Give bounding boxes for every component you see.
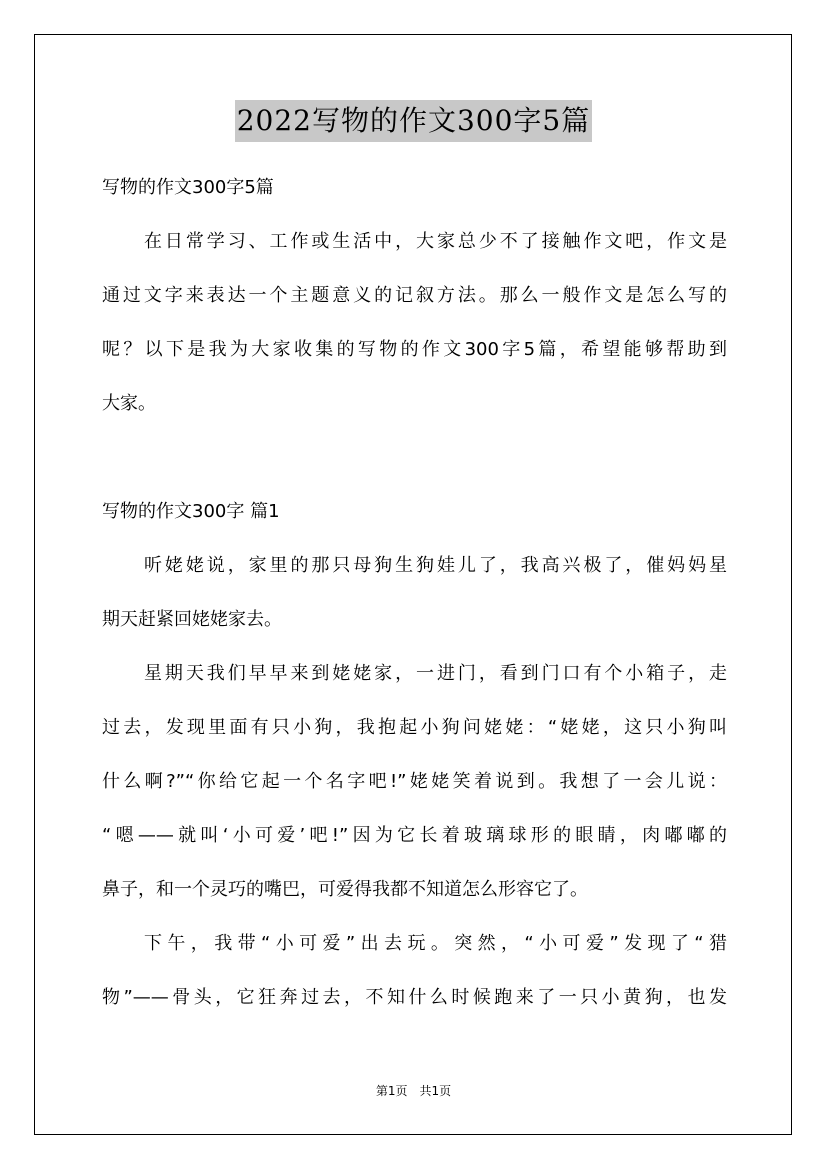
- intro-line: 通过文字来表达一个主题意义的记叙方法。那么一般作文是怎么写的: [102, 285, 727, 306]
- paragraph-line: 什么啊?”“你给它起一个名字吧!”姥姥笑着说到。我想了一会儿说：: [102, 771, 727, 792]
- paragraph-line: 听姥姥说，家里的那只母狗生狗娃儿了，我高兴极了，催妈妈星: [144, 555, 727, 576]
- page-footer: 第1页 共1页: [375, 1084, 452, 1098]
- paragraph-line: 鼻子，和一个灵巧的嘴巴，可爱得我都不知道怎么形容它了。: [102, 879, 588, 900]
- paragraph-line: 过去，发现里面有只小狗，我抱起小狗问姥姥：“姥姥，这只小狗叫: [102, 717, 727, 738]
- section-gap: [102, 444, 727, 498]
- intro-line: 在日常学习、工作或生活中，大家总少不了接触作文吧，作文是: [144, 231, 727, 252]
- paragraph-line: 下午，我带“小可爱”出去玩。突然，“小可爱”发现了“猎: [144, 933, 727, 954]
- paragraph-line: 期天赶紧回姥姥家去。: [102, 609, 282, 630]
- paragraph-line: 物”——骨头，它狂奔过去，不知什么时候跑来了一只小黄狗，也发: [102, 987, 727, 1008]
- document-title: 2022写物的作文300字5篇: [235, 100, 593, 142]
- intro-line: 大家。: [102, 393, 156, 414]
- paragraph-line: 星期天我们早早来到姥姥家，一进门，看到门口有个小箱子，走: [144, 663, 727, 684]
- subtitle: 写物的作文300字5篇: [102, 177, 274, 198]
- title-wrap: [0, 100, 827, 142]
- paragraph-line: “嗯——就叫‘小可爱’吧!”因为它长着玻璃球形的眼睛，肉嘟嘟的: [102, 825, 727, 846]
- intro-line: 呢？以下是我为大家收集的写物的作文300字5篇，希望能够帮助到: [102, 339, 727, 360]
- section-heading: 写物的作文300字 篇1: [102, 501, 280, 522]
- document-body: [102, 174, 727, 1038]
